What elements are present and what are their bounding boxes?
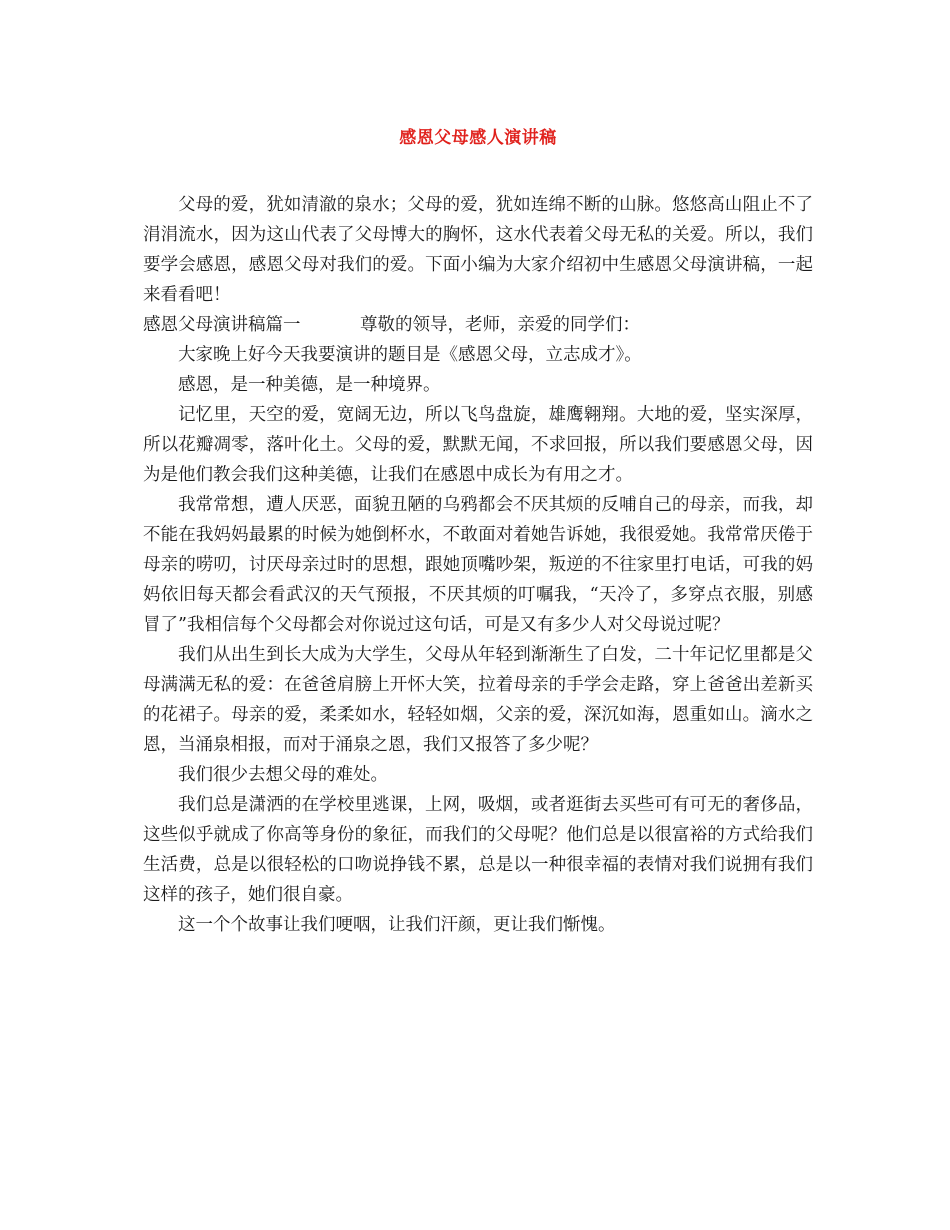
section-heading: 感恩父母演讲稿篇一 (143, 315, 301, 335)
salutation: 尊敬的领导，老师，亲爱的同学们： (360, 315, 640, 335)
body-paragraph: 感恩，是一种美德，是一种境界。 (178, 375, 441, 395)
document-body (143, 190, 813, 940)
intro-paragraph: 父母的爱，犹如清澈的泉水；父母的爱，犹如连绵不断的山脉。悠悠高山阻止不了涓涓流水，因为这山代表了父母博大的胸怀，这水代表着父母无私的关爱。所以，我们要学会感恩，感恩父母对我们的爱。下面小编为大家介绍初中生感恩父母演讲稿，一起来看看吧！ (143, 195, 813, 305)
document-title: 感恩父母感人演讲稿 (399, 128, 557, 148)
section-heading-line (143, 310, 813, 340)
body-paragraph: 我们从出生到长大成为大学生，父母从年轻到渐渐生了白发，二十年记忆里都是父母满满无私的爱：在爸爸肩膀上开怀大笑，拉着母亲的手学会走路，穿上爸爸出差新买的花裙子。母亲的爱，柔柔如水，轻轻如烟，父亲的爱，深沉如海，恩重如山。滴水之恩，当涌泉相报，而对于涌泉之恩，我们又报答了多少呢？ (143, 645, 813, 755)
body-paragraph: 我们很少去想父母的难处。 (178, 765, 388, 785)
body-paragraph: 记忆里，天空的爱，宽阔无边，所以飞鸟盘旋，雄鹰翱翔。大地的爱，坚实深厚，所以花瓣凋零，落叶化土。父母的爱，默默无闻，不求回报，所以我们要感恩父母，因为是他们教会我们这种美德，让我们在感恩中成长为有用之才。 (143, 405, 813, 485)
body-paragraph: 我常常想，遭人厌恶，面貌丑陋的乌鸦都会不厌其烦的反哺自己的母亲，而我，却不能在我妈妈最累的时候为她倒杯水，不敢面对着她告诉她，我很爱她。我常常厌倦于母亲的唠叨，讨厌母亲过时的思想，跟她顶嘴吵架，叛逆的不往家里打电话，可我的妈妈依旧每天都会看武汉的天气预报，不厌其烦的叮嘱我，“天冷了，多穿点衣服，别感冒了”我相信每个父母都会对你说过这句话，可是又有多少人对父母说过呢？ (143, 495, 813, 635)
body-paragraph: 大家晚上好今天我要演讲的题目是《感恩父母，立志成才》。 (178, 345, 642, 365)
body-paragraph: 我们总是潇洒的在学校里逃课，上网，吸烟，或者逛街去买些可有可无的奢侈品，这些似乎就成了你高等身份的象征，而我们的父母呢？他们总是以很富裕的方式给我们生活费，总是以很轻松的口吻说挣钱不累，总是以一种很幸福的表情对我们说拥有我们这样的孩子，她们很自豪。 (143, 795, 813, 905)
body-paragraph: 这一个个故事让我们哽咽，让我们汗颜，更让我们惭愧。 (178, 915, 616, 935)
